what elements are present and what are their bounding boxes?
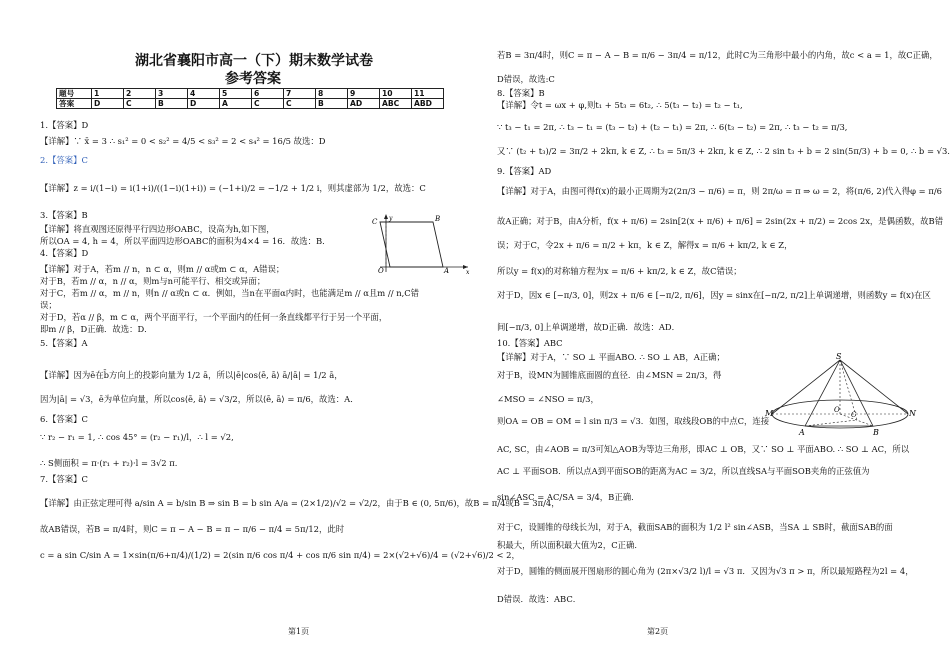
solution-line: 积最大，所以面积最大值为2，C正确． (497, 540, 643, 550)
solution-line: 【详解】因为ē在b̄方向上的投影向量为 1/2 ā，所以|ē|cos⟨ē, ā⟩ ā/|ā| = 1/2 ā， (40, 370, 343, 380)
solution-line: ∵ r₂ − r₁ = 1, ∴ cos 45° = (r₂ − r₁)/l，∴ l = √2, (40, 432, 234, 442)
question-number: 10 (380, 89, 412, 99)
table-row-label: 答案 (57, 99, 92, 109)
answer-cell: B (316, 99, 348, 109)
question-number: 7 (284, 89, 316, 99)
solution-line: 5.【答案】A (40, 338, 88, 348)
solution-line: 所以y = f(x)的对称轴方程为x = π/6 + kπ/2, k ∈ Z，故C错误； (497, 266, 742, 276)
solution-line: 即m // β，D正确．故选：D． (40, 324, 153, 334)
solution-line: ∴ S侧面积 = π·(r₁ + r₂)·l = 3√2 π. (40, 458, 178, 468)
solution-line: 6.【答案】C (40, 414, 88, 424)
solution-line: ∵ t₃ − t₁ = 2π, ∴ t₃ − t₁ = (t₃ − t₂) + (t₂ − t₁) = 2π, ∴ 6(t₃ − t₂) = 2π, ∴ t₃ − t₂ = π/3, (497, 122, 848, 132)
solution-line: 对于C，设圆锥的母线长为l，对于A，截面SAB的面积为 1/2 l² sin∠ASB，当SA ⊥ SB时，截面SAB的面 (497, 522, 893, 532)
figure10-label-m: M (765, 409, 774, 418)
question-number: 4 (188, 89, 220, 99)
solution-line: 9.【答案】AD (497, 166, 552, 176)
solution-line: 8.【答案】B (497, 88, 545, 98)
solution-line: 【详解】将直观图还原得平行四边形OABC，设高为h,如下图， (40, 224, 275, 234)
solution-line: 误；对于C，令2x + π/6 = π/2 + kπ，k ∈ Z，解得x = π/6 + kπ/2, k ∈ Z， (497, 240, 793, 250)
answer-cell: C (124, 99, 156, 109)
figure10-label-s: S (836, 352, 842, 361)
solution-line: 4.【答案】D (40, 248, 89, 258)
solution-line: 误； (40, 300, 57, 310)
figure3-label-a: A (444, 267, 450, 275)
answer-cell: C (252, 99, 284, 109)
figure10-label-n: N (909, 409, 916, 418)
answer-cell: ABC (380, 99, 412, 109)
question-number: 6 (252, 89, 284, 99)
cone-figure (765, 352, 915, 436)
table-row (57, 89, 444, 99)
solution-line: 对于C，若m // α，m // n，则n // α或n ⊂ α．例如，当n在平面α内时，也能满足m // α且m // n,C错 (40, 288, 420, 298)
solution-line: 【详解】对于A，由图可得f(x)的最小正周期为2(2π/3 − π/6) = π，则 2π/ω = π ⇒ ω = 2，将(π/6, 2)代入得φ = π/6 (497, 186, 943, 196)
solution-line: 10.【答案】ABC (497, 338, 563, 348)
table-row (57, 99, 444, 109)
figure3-label-o: O (378, 267, 384, 275)
solution-line: 【详解】由正弦定理可得 a/sin A = b/sin B ⇒ sin B = b sin A/a = (2×1/2)/√2 = √2/2，由于B ∈ (0, 5π/6)，故B = π/4或B = 3π/4， (40, 498, 560, 508)
solution-line: D错误．故选：ABC． (497, 594, 582, 604)
figure10-label-b: B (873, 428, 879, 437)
answer-cell: C (284, 99, 316, 109)
solution-line: c = a sin C/sin A = 1×sin(π/6+π/4)/(1/2) = 2(sin π/6 cos π/4 + cos π/6 sin π/4) = 2×(√2+√6)/4 = (√2+√6)/2 < 2， (40, 550, 520, 560)
figure10-label-c: C (851, 411, 857, 419)
solution-line: 对于B，设MN为圆锥底面圆的直径．由∠MSN = 2π/3，得 (497, 370, 722, 380)
figure3-label-x: x (466, 269, 470, 276)
solution-line: sin∠ASC = AC/SA = 3/4，B正确． (497, 492, 640, 502)
answer-table (56, 88, 444, 109)
answer-cell: D (188, 99, 220, 109)
question-number: 9 (348, 89, 380, 99)
answer-cell: D (92, 99, 124, 109)
figure3-label-y: y (389, 215, 393, 222)
solution-line: 【详解】对于A，∵ SO ⊥ 平面ABO. ∴ SO ⊥ AB，A正确； (497, 352, 725, 362)
right-page (497, 0, 950, 658)
solution-line: 1.【答案】D (40, 120, 89, 130)
parallelogram-figure (368, 212, 473, 274)
solution-line: 7.【答案】C (40, 474, 88, 484)
solution-line: 间[−π/3, 0]上单调递增，故D正确．故选：AD． (497, 322, 680, 332)
page-number-right: 第2页 (647, 627, 669, 636)
page-number-left: 第1页 (288, 627, 310, 636)
solution-line: 对于D，圆锥的侧面展开图扇形的圆心角为 (2π×√3/2 l)/l = √3 π．又因为√3 π > π，所以最短路程为2l = 4， (497, 566, 914, 576)
solution-line: 故A正确；对于B，由A分析，f(x + π/6) = 2sin[2(x + π/6) + π/6] = 2sin(2x + π/2) = 2cos 2x，是偶函数，故B错 (497, 216, 944, 226)
solution-line: 则OA = OB = OM = l sin π/3 = √3．如图，取线段OB的中点C，连接 (497, 416, 770, 426)
figure10-label-a: A (799, 428, 805, 437)
exam-title: 湖北省襄阳市高一（下）期末数学试卷 (135, 53, 373, 69)
question-number: 3 (156, 89, 188, 99)
question-number: 1 (92, 89, 124, 99)
solution-line: 所以OA = 4, h = 4，所以平面四边形OABC的面积为4×4 = 16．故选：B． (40, 236, 331, 246)
solution-line: 3.【答案】B (40, 210, 88, 220)
solution-line: AC ⊥ 平面SOB．所以点A到平面SOB的距离为AC = 3/2，所以直线SA与平面SOB夹角的正弦值为 (497, 466, 870, 476)
solution-line: 对于D，若α // β，m ⊂ α，两个平面平行，一个平面内的任何一条直线都平行于另一个平面， (40, 312, 388, 322)
solution-line: 又∵ (t₂ + t₃)/2 = 3π/2 + 2kπ, k ∈ Z, ∴ t₃ = 5π/3 + 2kπ, k ∈ Z, ∴ 2 sin t₃ + b = 2 sin(5π/3) + b = 0, ∴ b = √3. (497, 146, 950, 156)
answer-cell: A (220, 99, 252, 109)
question-number: 2 (124, 89, 156, 99)
solution-line: 【详解】对于A，若m // n，n ⊂ α，则m // α或m ⊂ α，A错误； (40, 264, 285, 274)
figure10-label-o: O (834, 406, 840, 414)
answer-cell: ABD (412, 99, 444, 109)
solution-line: AC, SC，由∠AOB = π/3可知△AOB为等边三角形，即AC ⊥ OB，又∵ SO ⊥ 平面ABO. ∴ SO ⊥ AC，所以 (497, 444, 910, 454)
solution-line: ∠MSO = ∠NSO = π/3， (497, 394, 599, 404)
solution-line: 因为|ā| = √3，ē为单位向量，所以cos⟨ē, ā⟩ = √3/2，所以⟨ē, ā⟩ = π/6，故选：A． (40, 394, 359, 404)
solution-line: 2.【答案】C (40, 155, 88, 165)
solution-line: D错误，故选:C (497, 74, 555, 84)
question-number: 8 (316, 89, 348, 99)
figure3-label-b: B (435, 215, 441, 223)
answer-cell: B (156, 99, 188, 109)
figure3-label-c: C (372, 218, 378, 226)
table-row-label: 题号 (57, 89, 92, 99)
question-number: 11 (412, 89, 444, 99)
answer-subtitle: 参考答案 (225, 71, 281, 87)
question-number: 5 (220, 89, 252, 99)
solution-line: 对于B，若m // α，n // α，则m与n可能平行、相交或异面； (40, 276, 266, 286)
solution-line: 【详解】令t = ωx + φ,则t₁ + 5t₃ = 6t₂, ∴ 5(t₃ − t₂) = t₂ − t₁, (497, 100, 743, 110)
answer-cell: AD (348, 99, 380, 109)
solution-line: 【详解】z = i/(1−i) = i(1+i)/((1−i)(1+i)) = (−1+i)/2 = −1/2 + 1/2 i，则其虚部为 1/2，故选：C (40, 183, 426, 193)
solution-line: 【详解】∵ x̄ = 3 ∴ s₁² = 0 < s₂² = 4/5 < s₃² = 2 < s₄² = 16/5 故选：D (40, 136, 326, 146)
solution-line: 若B = 3π/4时，则C = π − A − B = π/6 − 3π/4 = π/12，此时C为三角形中最小的内角，故c < a = 1，故C正确， (497, 50, 938, 60)
solution-line: 故AB错误，若B = π/4时，则C = π − A − B = π − π/6 − π/4 = 5π/12，此时 (40, 524, 345, 534)
solution-line: 对于D，因x ∈ [−π/3, 0]，则2x + π/6 ∈ [−π/2, π/6]，因y = sinx在[−π/2, π/2]上单调递增，则函数y = f(x)在区 (497, 290, 931, 300)
